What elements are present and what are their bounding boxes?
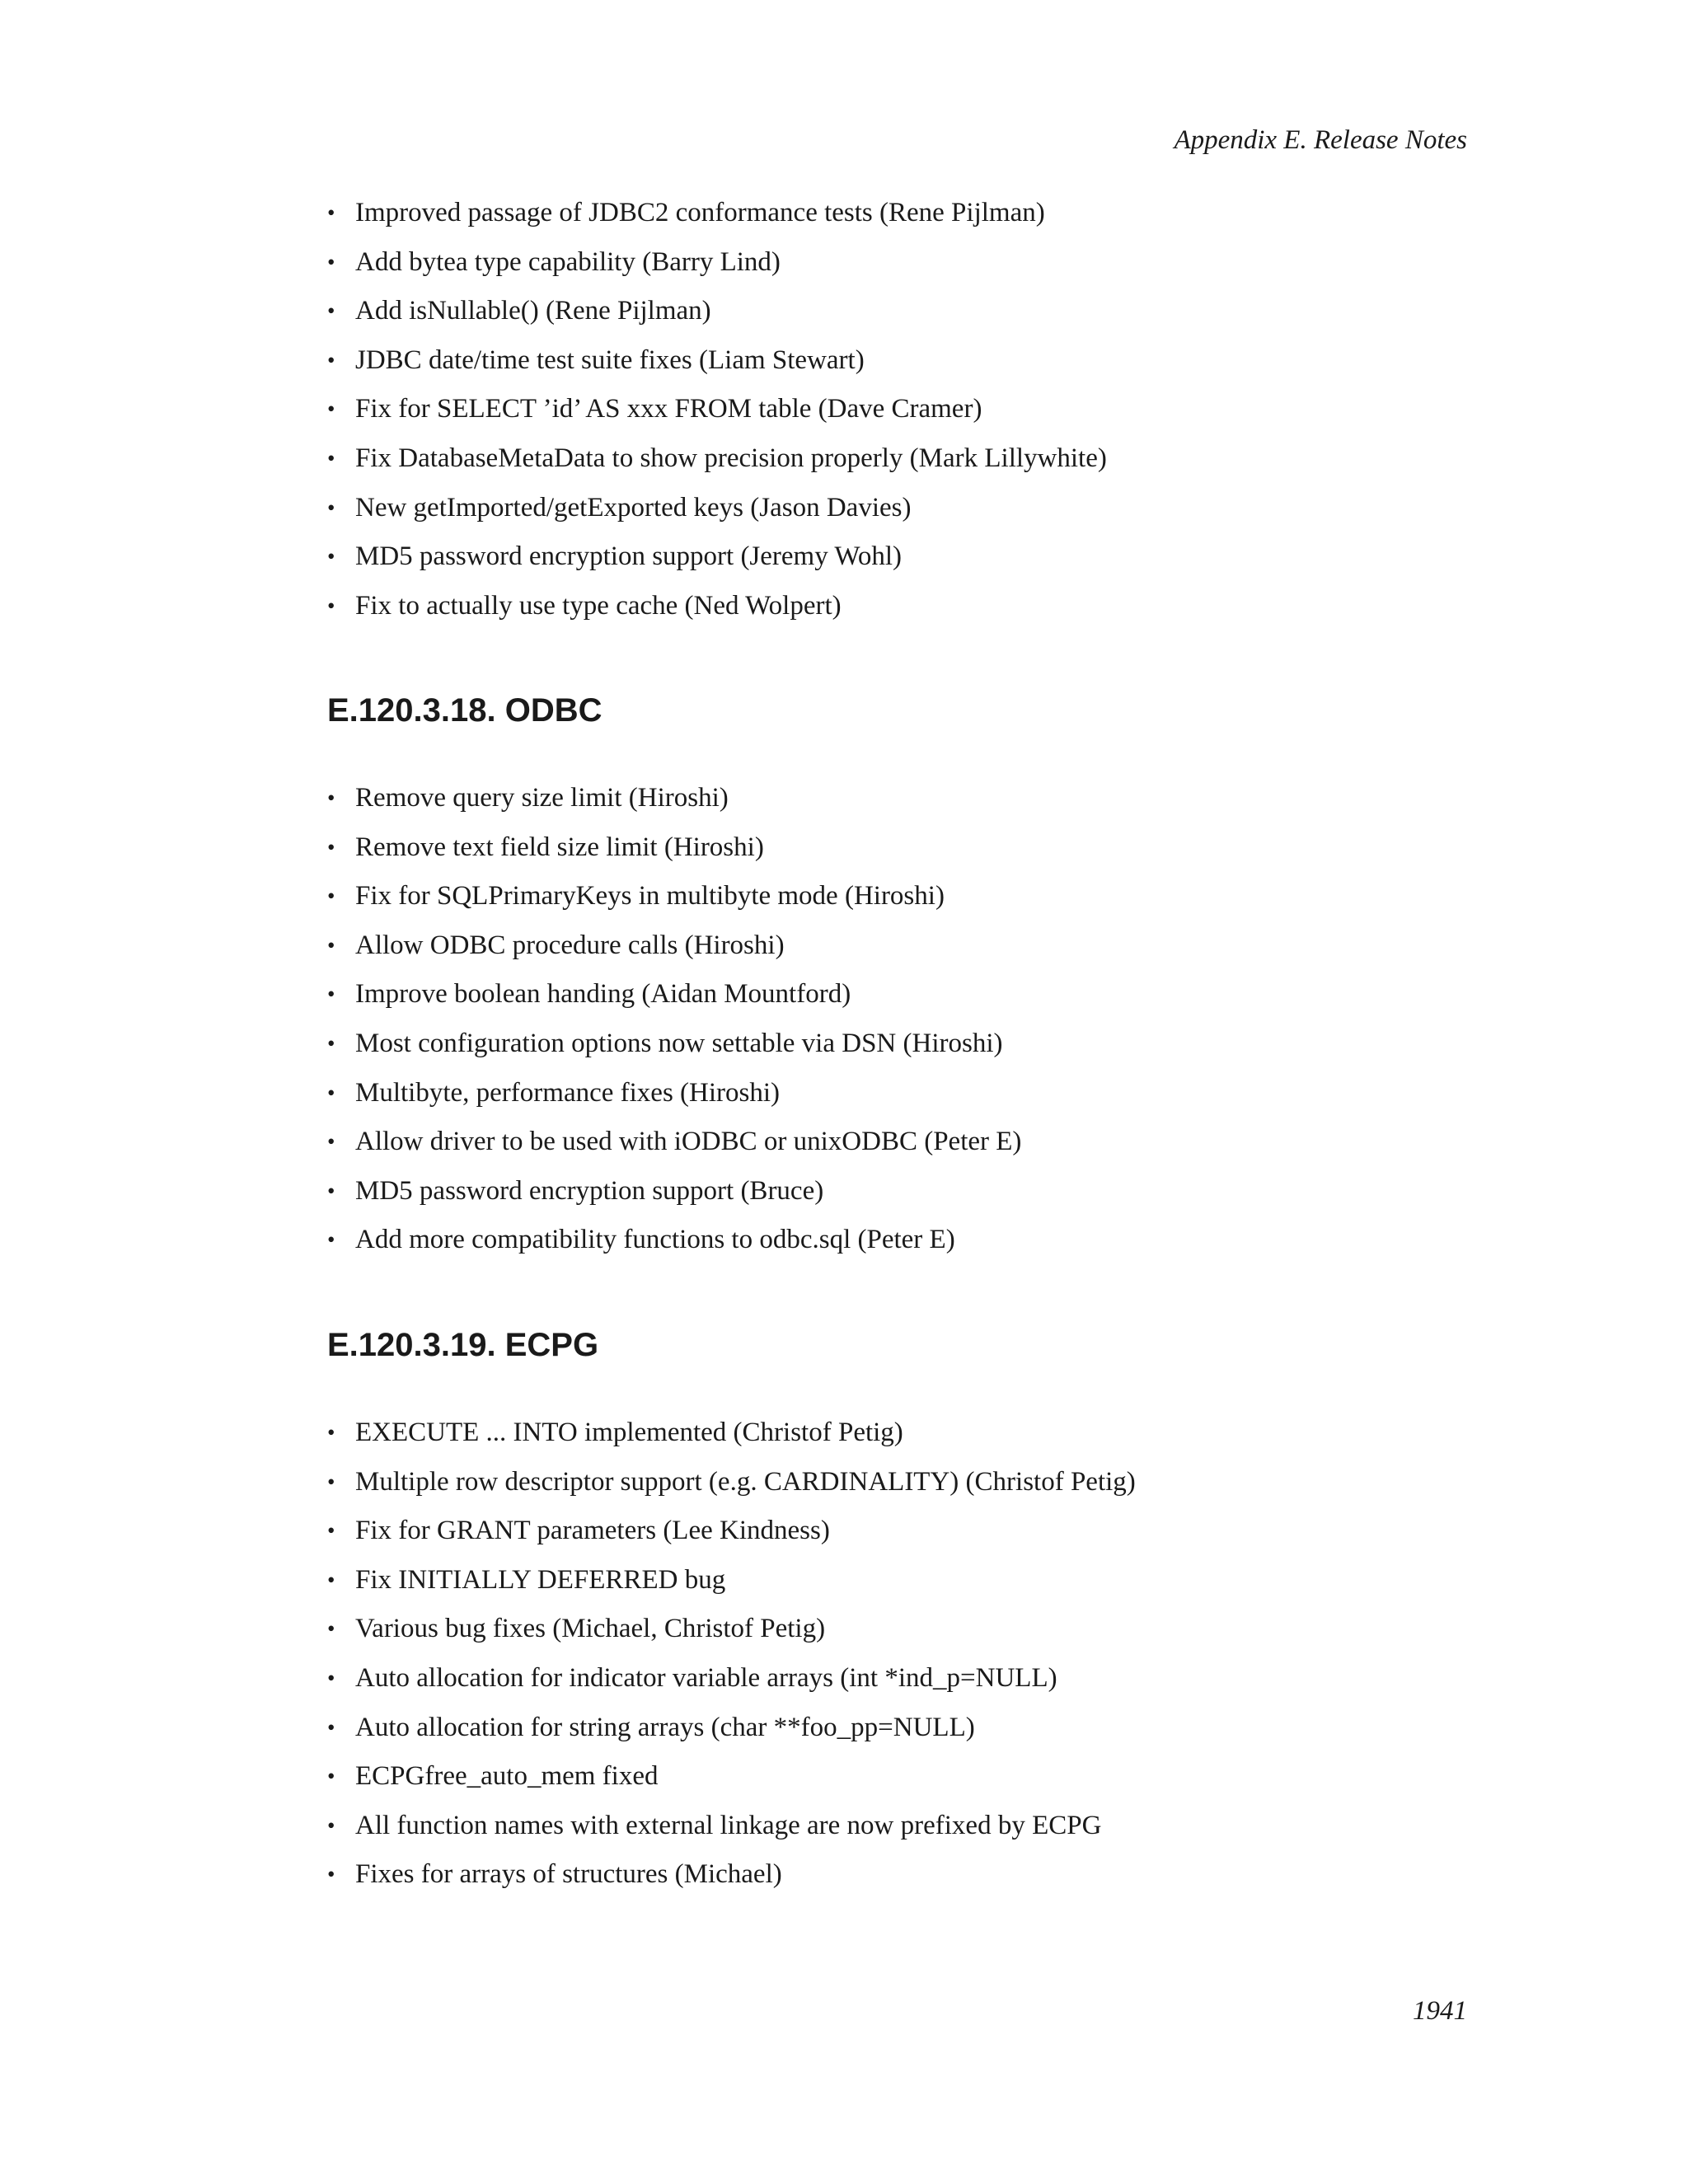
bullet-icon: • (327, 785, 335, 810)
list-item (327, 1125, 1481, 1158)
list-item (327, 491, 1481, 524)
bullet-icon: • (327, 1080, 335, 1105)
bullet-icon: • (327, 1567, 335, 1592)
list-item-text: Improve boolean handing (Aidan Mountford) (355, 979, 851, 1010)
list-item (327, 1858, 1481, 1891)
list-item (327, 1465, 1481, 1498)
jdbc-list (327, 196, 1481, 622)
list-item-text: Fix to actually use type cache (Ned Wolpert) (355, 590, 842, 621)
list-item-text: Add bytea type capability (Barry Lind) (355, 246, 781, 277)
bullet-icon: • (327, 1862, 335, 1887)
list-item-text: Multibyte, performance fixes (Hiroshi) (355, 1077, 781, 1108)
list-item-text: Fix for SELECT ’id’ AS xxx FROM table (Dave Cramer) (355, 394, 982, 424)
list-item-text: Various bug fixes (Michael, Christof Petig) (355, 1614, 826, 1644)
list-item-text: Remove text field size limit (Hiroshi) (355, 832, 764, 862)
list-item (327, 1612, 1481, 1645)
page-number: 1941 (1413, 1996, 1467, 2026)
bullet-icon: • (327, 982, 335, 1007)
bullet-icon: • (327, 1665, 335, 1690)
list-item-text: Multiple row descriptor support (e.g. CARDINALITY) (Christof Petig) (355, 1466, 1136, 1497)
list-item-text: Fixes for arrays of structures (Michael) (355, 1859, 782, 1890)
list-item (327, 1760, 1481, 1793)
ecpg-section (327, 1416, 1481, 1907)
bullet-icon: • (327, 200, 335, 225)
bullet-icon: • (327, 347, 335, 373)
bullet-icon: • (327, 932, 335, 958)
list-item-text: JDBC date/time test suite fixes (Liam Stewart) (355, 344, 865, 375)
odbc-heading: E.120.3.18. ODBC (327, 692, 603, 729)
bullet-icon: • (327, 1469, 335, 1494)
bullet-icon: • (327, 249, 335, 274)
bullet-icon: • (327, 1812, 335, 1838)
list-item (327, 294, 1481, 327)
bullet-icon: • (327, 1129, 335, 1155)
list-item-text: All function names with external linkage are now prefixed by ECPG (355, 1810, 1102, 1840)
jdbc-section (327, 196, 1481, 638)
list-item-text: Remove query size limit (Hiroshi) (355, 783, 729, 813)
bullet-icon: • (327, 1518, 335, 1544)
list-item (327, 246, 1481, 279)
list-item (327, 1809, 1481, 1842)
list-item-text: EXECUTE ... INTO implemented (Christof Petig) (355, 1418, 903, 1447)
list-item (327, 879, 1481, 912)
list-item (327, 977, 1481, 1010)
list-item-text: ECPGfree_auto_mem fixed (355, 1761, 659, 1792)
list-item (327, 1223, 1481, 1256)
list-item (327, 831, 1481, 864)
bullet-icon: • (327, 445, 335, 471)
list-item (327, 392, 1481, 425)
list-item (327, 1416, 1481, 1449)
list-item (327, 1076, 1481, 1109)
bullet-icon: • (327, 544, 335, 569)
list-item-text: Improved passage of JDBC2 conformance tests (Rene Pijlman) (355, 198, 1045, 227)
list-item (327, 1711, 1481, 1744)
bullet-icon: • (327, 1030, 335, 1056)
list-item-text: Allow ODBC procedure calls (Hiroshi) (355, 930, 785, 960)
list-item-text: Allow driver to be used with iODBC or unixODBC (Peter E) (355, 1127, 1022, 1157)
list-item-text: Fix for SQLPrimaryKeys in multibyte mode (Hiroshi) (355, 881, 945, 912)
list-item (327, 1174, 1481, 1207)
list-item (327, 781, 1481, 814)
list-item-text: Auto allocation for string arrays (char **foo_pp=NULL) (355, 1712, 975, 1742)
bullet-icon: • (327, 1616, 335, 1642)
running-header: Appendix E. Release Notes (1174, 125, 1467, 155)
bullet-icon: • (327, 494, 335, 520)
list-item-text: Add more compatibility functions to odbc.sql (Peter E) (355, 1225, 955, 1255)
bullet-icon: • (327, 593, 335, 618)
list-item (327, 1027, 1481, 1060)
list-item (327, 929, 1481, 962)
bullet-icon: • (327, 1420, 335, 1445)
list-item (327, 344, 1481, 377)
bullet-icon: • (327, 1714, 335, 1740)
list-item (327, 1514, 1481, 1547)
list-item (327, 589, 1481, 622)
list-item-text: Fix INITIALLY DEFERRED bug (355, 1564, 726, 1595)
bullet-icon: • (327, 1764, 335, 1789)
odbc-section (327, 781, 1481, 1272)
ecpg-list (327, 1416, 1481, 1891)
list-item (327, 1563, 1481, 1596)
bullet-icon: • (327, 883, 335, 909)
bullet-icon: • (327, 1227, 335, 1253)
list-item (327, 442, 1481, 475)
odbc-list (327, 781, 1481, 1256)
list-item (327, 196, 1481, 229)
ecpg-heading: E.120.3.19. ECPG (327, 1327, 599, 1363)
list-item-text: New getImported/getExported keys (Jason Davies) (355, 492, 912, 523)
list-item (327, 540, 1481, 573)
list-item (327, 1661, 1481, 1694)
list-item-text: MD5 password encryption support (Jeremy Wohl) (355, 541, 903, 572)
list-item-text: Fix DatabaseMetaData to show precision properly (Mark Lillywhite) (355, 443, 1107, 473)
bullet-icon: • (327, 298, 335, 324)
bullet-icon: • (327, 1178, 335, 1203)
bullet-icon: • (327, 834, 335, 860)
list-item-text: Most configuration options now settable via DSN (Hiroshi) (355, 1028, 1003, 1058)
list-item-text: MD5 password encryption support (Bruce) (355, 1175, 824, 1206)
list-item-text: Add isNullable() (Rene Pijlman) (355, 296, 711, 326)
bullet-icon: • (327, 396, 335, 422)
list-item-text: Auto allocation for indicator variable arrays (int *ind_p=NULL) (355, 1662, 1057, 1693)
list-item-text: Fix for GRANT parameters (Lee Kindness) (355, 1516, 830, 1546)
